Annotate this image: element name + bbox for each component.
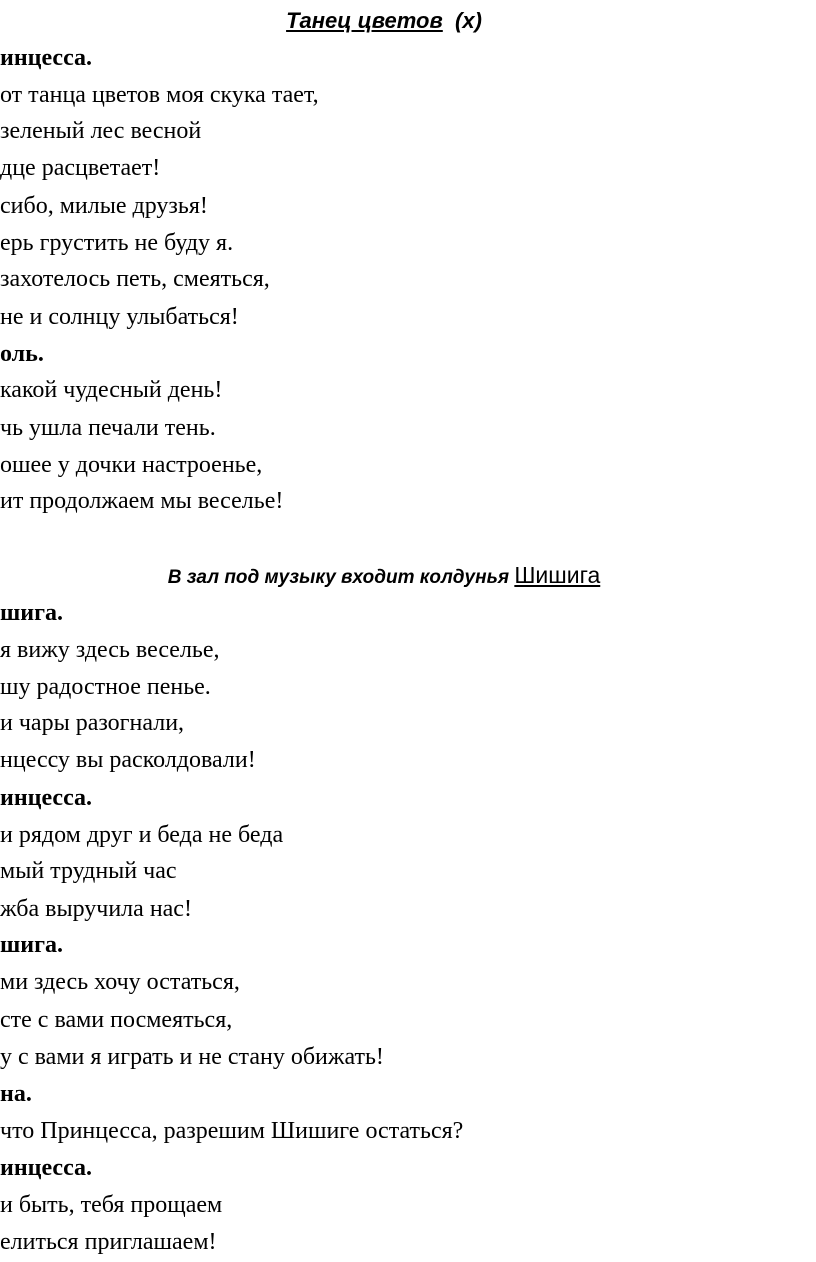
verse-line: от танца цветов моя скука тает,	[0, 82, 319, 108]
speaker-line: шига.	[0, 600, 63, 626]
speaker-line: шига.	[0, 932, 63, 958]
verse-line: какой чудесный день!	[0, 377, 223, 403]
verse-line: жба выручила нас!	[0, 896, 192, 922]
stage-direction	[0, 562, 768, 589]
verse-line: не и солнцу улыбаться!	[0, 304, 239, 330]
speaker-line: инцесса.	[0, 1155, 93, 1181]
verse-line: мый трудный час	[0, 858, 177, 884]
verse-line: и чары разогнали,	[0, 710, 185, 736]
verse-line: и быть, тебя прощаем	[0, 1192, 223, 1218]
verse-line: захотелось петь, смеяться,	[0, 266, 270, 292]
title-main: Танец цветов	[286, 8, 443, 33]
verse-line: у с вами я играть и не стану обижать!	[0, 1044, 384, 1070]
verse-line: елиться приглашаем!	[0, 1229, 217, 1255]
verse-line: чь ушла печали тень.	[0, 415, 216, 441]
speaker-line: инцесса.	[0, 785, 93, 811]
verse-line: сте с вами посмеяться,	[0, 1007, 233, 1033]
document-title	[0, 8, 768, 34]
verse-line: ми здесь хочу остаться,	[0, 969, 240, 995]
stage-direction-text: В зал под музыку входит колдунья	[167, 567, 510, 588]
verse-line: нцессу вы расколдовали!	[0, 747, 256, 773]
verse-line: ерь грустить не буду я.	[0, 230, 234, 256]
verse-line: я вижу здесь веселье,	[0, 637, 220, 663]
verse-line: ошее у дочки настроенье,	[0, 452, 263, 478]
speaker-line: оль.	[0, 341, 44, 367]
stage-direction-name: Шишига	[514, 562, 601, 588]
verse-line: что Принцесса, разрешим Шишиге остаться?	[0, 1118, 464, 1144]
verse-line: ит продолжаем мы веселье!	[0, 488, 284, 514]
verse-line: дце расцветает!	[0, 155, 161, 181]
verse-line: и рядом друг и беда не беда	[0, 822, 284, 848]
speaker-line: инцесса.	[0, 45, 93, 71]
verse-line: зеленый лес весной	[0, 118, 202, 144]
speaker-line: на.	[0, 1081, 32, 1107]
verse-line: шу радостное пенье.	[0, 674, 211, 700]
title-suffix: (х)	[455, 8, 482, 33]
verse-line: сибо, милые друзья!	[0, 193, 208, 219]
